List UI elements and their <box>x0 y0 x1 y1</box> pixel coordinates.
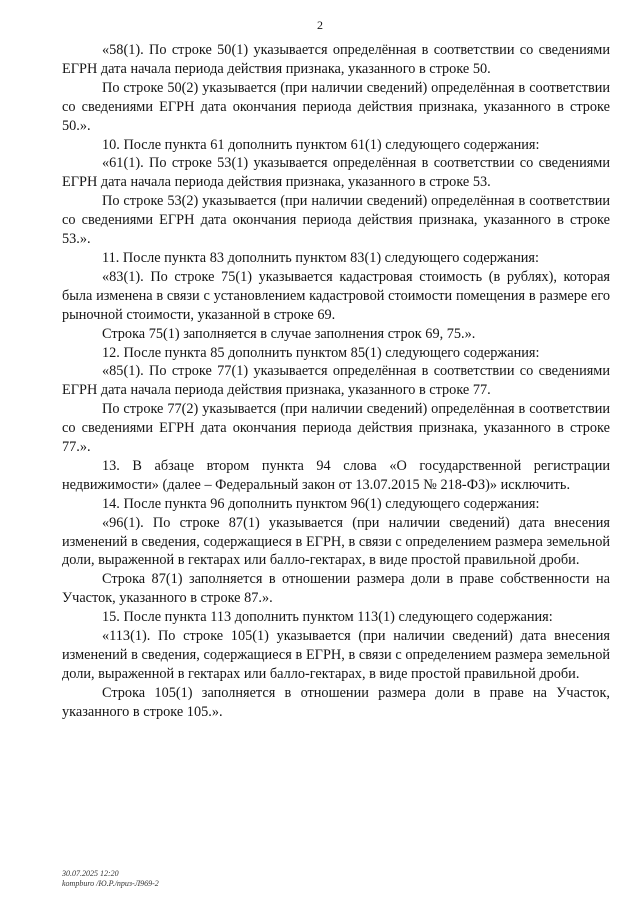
page-number: 2 <box>317 18 323 32</box>
document-body <box>62 41 610 722</box>
footer-timestamp: 30.07.2025 12:20 <box>62 869 119 878</box>
paragraph: «83(1). По строке 75(1) указывается кадастровая стоимость (в рублях), которая была изменена в связи с установлением кадастровой стоимости помещения в размере его рыночной стоимости, указанной в строке 69. <box>62 268 610 323</box>
paragraph: По строке 77(2) указывается (при наличии сведений) определённая в соответствии со сведениями ЕГРН дата окончания периода действия признака, указанного в строке 77.». <box>62 401 610 456</box>
paragraph: «113(1). По строке 105(1) указывается (при наличии сведений) дата внесения изменений в сведения, содержащиеся в ЕГРН, в связи с определением размера земельной доли, выраженной в гектарах или балло-гектарах, в виде простой правильной дроби. <box>62 628 610 682</box>
paragraph: «96(1). По строке 87(1) указывается (при наличии сведений) дата внесения изменений в сведения, содержащиеся в ЕГРН, в связи с определением размера земельной доли, выраженной в гектарах или балло-гектарах, в виде простой правильной дроби. <box>62 514 610 569</box>
paragraph: 15. После пункта 113 дополнить пунктом 113(1) следующего содержания: <box>102 609 553 626</box>
paragraph: Строка 105(1) заполняется в отношении размера доли в праве на Участок, указанного в строке 105.». <box>62 684 610 720</box>
paragraph: По строке 50(2) указывается (при наличии сведений) определённая в соответствии со сведениями ЕГРН дата окончания периода действия признака, указанного в строке 50.». <box>62 79 610 134</box>
paragraph: 13. В абзаце втором пункта 94 слова «О государственной регистрации недвижимости» (далее – Федеральный закон от 13.07.2015 № 218-ФЗ)» исключить. <box>62 457 610 493</box>
paragraph: «61(1). По строке 53(1) указывается определённая в соответствии со сведениями ЕГРН дата начала периода действия признака, указанного в строке 53. <box>62 155 610 191</box>
paragraph: 11. После пункта 83 дополнить пунктом 83(1) следующего содержания: <box>102 249 539 266</box>
document-footer <box>62 869 159 889</box>
paragraph: Строка 75(1) заполняется в случае заполнения строк 69, 75.». <box>102 325 476 342</box>
paragraph: «85(1). По строке 77(1) указывается определённая в соответствии со сведениями ЕГРН дата начала периода действия признака, указанного в строке 77. <box>62 363 610 399</box>
paragraph: «58(1). По строке 50(1) указывается определённая в соответствии со сведениями ЕГРН дата начала периода действия признака, указанного в строке 50. <box>62 42 610 77</box>
footer-file-reference: kompburo /Ю.Р./приз-Л969-2 <box>62 879 159 888</box>
paragraph: 10. После пункта 61 дополнить пунктом 61(1) следующего содержания: <box>102 136 540 153</box>
paragraph: Строка 87(1) заполняется в отношении размера доли в праве собственности на Участок, указанного в строке 87.». <box>62 571 610 607</box>
paragraph: 12. После пункта 85 дополнить пунктом 85(1) следующего содержания: <box>102 344 540 361</box>
paragraph: 14. После пункта 96 дополнить пунктом 96(1) следующего содержания: <box>102 495 540 512</box>
paragraph: По строке 53(2) указывается (при наличии сведений) определённая в соответствии со сведениями ЕГРН дата окончания периода действия признака, указанного в строке 53.». <box>62 193 610 248</box>
